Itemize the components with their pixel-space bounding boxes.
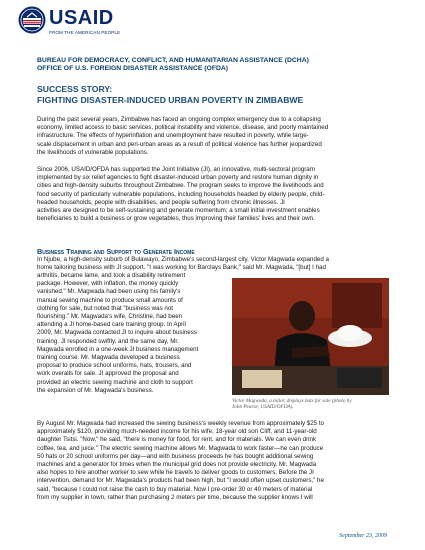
usaid-wordmark: USAID: [49, 7, 114, 29]
story-title-block: [37, 84, 303, 105]
text-line: proposal to produce school uniforms, hats, trousers, and: [37, 362, 192, 370]
text-line: said, "because I could not raise the cash to buy material. Now I pre-order 30 or 40 meters of material: [37, 485, 313, 493]
text-line: scale displacement in urban and peri-urban areas as a result of political violence has further jeopardized: [37, 140, 322, 148]
bureau-line-2: OFFICE OF U.S. FOREIGN DISASTER ASSISTANCE (OFDA): [37, 65, 229, 73]
text-line: 2009, Mr. Magwada contacted JI to inquire about business: [37, 329, 197, 337]
text-line: training. JI responded swiftly, and the same day, Mr.: [37, 337, 179, 345]
text-line: the expansion of Mr. Magwada's business.: [37, 386, 154, 394]
tailor-photo: [232, 278, 389, 395]
text-line: also hopes to hire another worker to sew while he travels to deliver goods to customers. Before the JI: [37, 469, 314, 477]
text-line: beneficiaries to build a business or grow vegetables, thus improving their families' lives and their own.: [37, 215, 315, 223]
intro-paragraph: [37, 116, 391, 157]
tailor-photo-image: [232, 278, 389, 395]
text-line: daughter Tsitsi. "Now," he said, "there is money for food, for rent, and for materials. We can even drink: [37, 436, 317, 444]
bureau-header: [37, 57, 397, 74]
story-body-column: [37, 272, 227, 395]
bureau-line-1: BUREAU FOR DEMOCRACY, CONFLICT, AND HUMANITARIAN ASSISTANCE (DCHA): [37, 57, 309, 64]
text-line: work overalls for sale. JI approved the proposal and: [37, 370, 179, 378]
text-line: implemented by six relief agencies to fight disaster-induced urban poverty and restore human dignity in: [37, 174, 319, 182]
usaid-logo: [18, 6, 121, 50]
text-line: package. However, with inflation, the money quickly: [37, 280, 179, 288]
text-line: machines and a generator for times when the municipal grid does not provide electricity. Mr. Magwada: [37, 461, 317, 469]
usaid-seal-icon: [18, 6, 46, 34]
text-line: manual sewing machine to produce small amounts of: [37, 296, 183, 304]
text-line: vanished." Mr. Magwada had been using his family's: [37, 288, 181, 296]
text-line: approximately $120, providing much-needed income for his wife, 18-year old son Cliff, and 11-year-old: [37, 428, 317, 436]
text-line: Since 2006, USAID/OFDA has supported the Joint Initiative (JI), an innovative, multi-sectoral program: [37, 166, 315, 173]
text-line: coffee, tea, and juice." The electric sewing machine allows Mr. Magwada to work faster—he can produce: [37, 444, 324, 452]
section-heading: Business Training and Support to Generate Income: [37, 247, 195, 256]
text-line: cities and high-density suburbs throughout Zimbabwe. The program seeks to improve the livelihoods and: [37, 182, 324, 190]
text-line: economy, limited access to basic services, political instability and violence, disease, and poorly maintained: [37, 124, 329, 132]
usaid-tagline: FROM THE AMERICAN PEOPLE: [49, 30, 121, 35]
publication-date: September 23, 2009: [339, 533, 387, 539]
text-line: infrastructure. The effects of hyperinflation and unemployment have resulted in poverty, while large-: [37, 132, 309, 140]
text-line: attending a JI home-based care training group. In April: [37, 321, 186, 329]
photo-caption: [232, 398, 392, 411]
program-paragraph: [37, 166, 391, 223]
text-line: activities are designed to be self-sustaining and generate momentum; a small initial investment enables: [37, 207, 320, 215]
text-line: arthritis, became lame, and took a disability retirement: [37, 272, 186, 279]
text-line: flourishing." Mr. Magwada's wife, Christine, had been: [37, 313, 183, 321]
text-line: Magwada enrolled in a one-week JI business management: [37, 345, 199, 353]
text-line: from my supplier in town, rather than purchasing 2 meters per time, because the supplier knows I will: [37, 493, 313, 501]
text-line: intervention, demand for Mr. Magwada's products had been high, but "I would often upset customers," he: [37, 477, 324, 485]
text-line: food security of particularly vulnerable populations, including households headed by elderly people, child-: [37, 190, 325, 198]
text-line: the livelihoods of vulnerable populations.: [37, 148, 149, 156]
caption-line: Victor Magwada, a tailor, displays hats for sale (photo by: [232, 398, 352, 404]
text-line: During the past several years, Zimbabwe has faced an ongoing complex emergency due to a collapsing: [37, 116, 321, 123]
text-line: In Njube, a high-density suburb of Bulawayo, Zimbabwe's second-largest city, Victor Magwada expanded a: [37, 256, 329, 263]
story-body-intro: [37, 256, 391, 272]
text-line: clothing for sale, but noted that "business was not: [37, 304, 173, 312]
story-label: SUCCESS STORY:: [37, 84, 113, 94]
text-line: home tailoring business with JI support. "I was working for Barclays Bank," said Mr. Magwada, "[but] I had: [37, 264, 326, 272]
results-paragraph: [37, 420, 391, 502]
text-line: provided an electric sewing machine and cloth to support: [37, 378, 193, 386]
text-line: training course. Mr. Magwada developed a business: [37, 354, 180, 362]
text-line: 50 hats or 20 school uniforms per day—and with business proceeds he has bought additional sewing: [37, 452, 314, 460]
text-line: headed households, people with disabilities, and people suffering from chronic illnesses. JI: [37, 198, 285, 206]
story-title: FIGHTING DISASTER-INDUCED URBAN POVERTY IN ZIMBABWE: [37, 94, 304, 105]
caption-line: John Pearse, USAID/OFDA).: [232, 404, 294, 411]
text-line: By August Mr. Magwada had increased the sewing business's weekly revenue from approximately $25 to: [37, 420, 324, 427]
